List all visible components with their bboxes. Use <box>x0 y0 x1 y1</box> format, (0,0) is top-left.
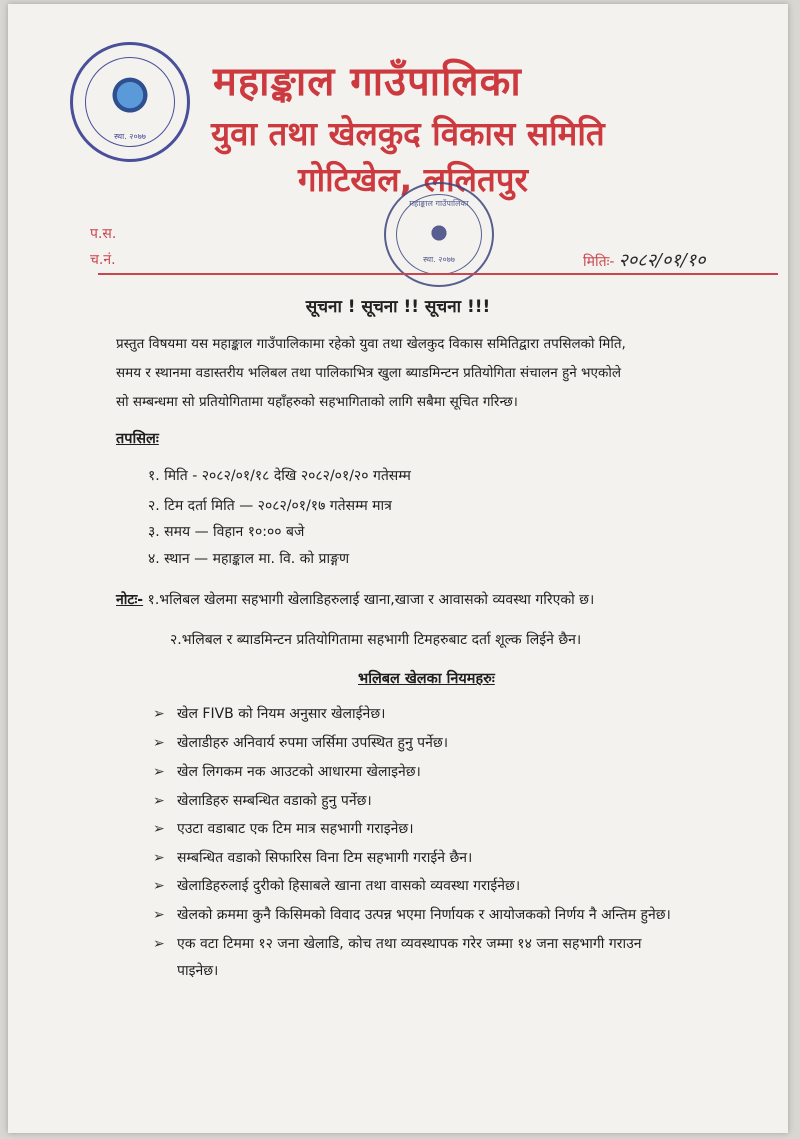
rule-item <box>153 791 372 810</box>
rule-item <box>153 934 642 953</box>
letterhead-divider <box>98 273 778 275</box>
stamp-est-text: स्था. २०७७ <box>423 255 455 264</box>
stamp-ring-text: महाङ्काल गाउँपालिका <box>409 199 469 208</box>
letterhead-title: महाङ्काल गाउँपालिका <box>213 59 522 105</box>
rules-heading: भलिबल खेलका नियमहरुः <box>358 671 495 687</box>
schedule-item: ४. स्थान — महाङ्काल मा. वि. को प्राङ्गण <box>148 551 350 567</box>
rule-item <box>153 819 414 838</box>
date-label: मितिः- <box>583 254 615 270</box>
rule-text: खेल FIVB को नियम अनुसार खेलाईनेछ। <box>177 706 386 722</box>
rule-item <box>153 876 520 895</box>
rule-text: खेल लिगकम नक आउटको आधारमा खेलाइनेछ। <box>177 764 421 780</box>
schedule-heading: तपसिलः <box>116 431 159 447</box>
note-label: नोटः- <box>116 592 144 608</box>
note-item: १.भलिबल खेलमा सहभागी खेलाडिहरुलाई खाना,खाजा र आवासको व्यवस्था गरिएको छ। <box>147 592 595 608</box>
rule-text: एउटा वडाबाट एक टिम मात्र सहभागी गराइनेछ। <box>177 821 414 837</box>
letterhead-subtitle: युवा तथा खेलकुद विकास समिति <box>211 114 605 153</box>
rule-text: एक वटा टिममा १२ जना खेलाडि, कोच तथा व्यवस्थापक गरेर जम्मा १४ जना सहभागी गराउन <box>177 936 642 952</box>
schedule-item: १. मिति - २०८२/०१/१८ देखि २०८२/०१/२० गतेसम्म <box>148 468 411 484</box>
rule-item <box>153 762 421 781</box>
schedule-item: ३. समय — विहान १०:०० बजे <box>148 524 305 540</box>
arrow-bullet-icon: ➢ <box>153 907 165 923</box>
official-stamp <box>384 182 494 287</box>
rule-item <box>153 905 671 924</box>
arrow-bullet-icon: ➢ <box>153 764 165 780</box>
arrow-bullet-icon: ➢ <box>153 878 165 894</box>
organization-logo <box>70 42 190 162</box>
cn-label: च.नं. <box>90 252 116 268</box>
rule-text: खेलाडिहरु सम्बन्धित वडाको हुनु पर्नेछ। <box>177 793 372 809</box>
rule-item <box>153 704 385 723</box>
stamp-emblem-icon <box>418 212 460 254</box>
arrow-bullet-icon: ➢ <box>153 850 165 866</box>
logo-est-text: स्था. २०७७ <box>114 132 146 141</box>
athlete-emblem-icon <box>101 69 159 127</box>
date-value: २०८२/०१/१० <box>618 250 706 271</box>
rule-item-continued: पाइनेछ। <box>177 963 219 979</box>
rule-text: खेलाडीहरु अनिवार्य रुपमा जर्सिमा उपस्थित हुनु पर्नेछ। <box>177 735 449 751</box>
date-field <box>583 248 706 272</box>
note-line <box>116 590 594 609</box>
notice-paragraph <box>116 330 771 417</box>
arrow-bullet-icon: ➢ <box>153 821 165 837</box>
rule-text: सम्बन्धित वडाको सिफारिस विना टिम सहभागी गराईने छैन। <box>177 850 473 866</box>
arrow-bullet-icon: ➢ <box>153 793 165 809</box>
document-page <box>8 4 788 1133</box>
letterhead-location: गोटिखेल, ललितपुर <box>298 160 529 199</box>
rule-text: खेलाडिहरुलाई दुरीको हिसाबले खाना तथा वासको व्यवस्था गराईनेछ। <box>177 878 521 894</box>
paragraph-line: सो सम्बन्धमा सो प्रतियोगितामा यहाँहरुको सहभागिताको लागि सबैमा सूचित गरिन्छ। <box>116 394 518 410</box>
paragraph-line: समय र स्थानमा वडास्तरीय भलिबल तथा पालिकाभित्र खुला ब्याडमिन्टन प्रतियोगिता संचालन हुने भएकोले <box>116 365 621 381</box>
rule-text: खेलको क्रममा कुनै किसिमको विवाद उत्पन्न भएमा निर्णायक र आयोजकको निर्णय नै अन्तिम हुनेछ। <box>177 907 671 923</box>
paragraph-line: प्रस्तुत विषयमा यस महाङ्काल गाउँपालिकामा रहेको युवा तथा खेलकुद विकास समितिद्वारा तपसिलको मिति, <box>116 336 626 352</box>
arrow-bullet-icon: ➢ <box>153 936 165 952</box>
note-item: २.भलिबल र ब्याडमिन्टन प्रतियोगितामा सहभागी टिमहरुबाट दर्ता शूल्क लिईने छैन। <box>170 632 582 648</box>
notice-title: सूचना ! सूचना !! सूचना !!! <box>305 297 491 317</box>
arrow-bullet-icon: ➢ <box>153 735 165 751</box>
ps-label: प.स. <box>90 226 117 242</box>
arrow-bullet-icon: ➢ <box>153 706 165 722</box>
schedule-item: २. टिम दर्ता मिति — २०८२/०१/१७ गतेसम्म मात्र <box>148 498 392 514</box>
rule-item <box>153 848 472 867</box>
rule-item <box>153 733 448 752</box>
